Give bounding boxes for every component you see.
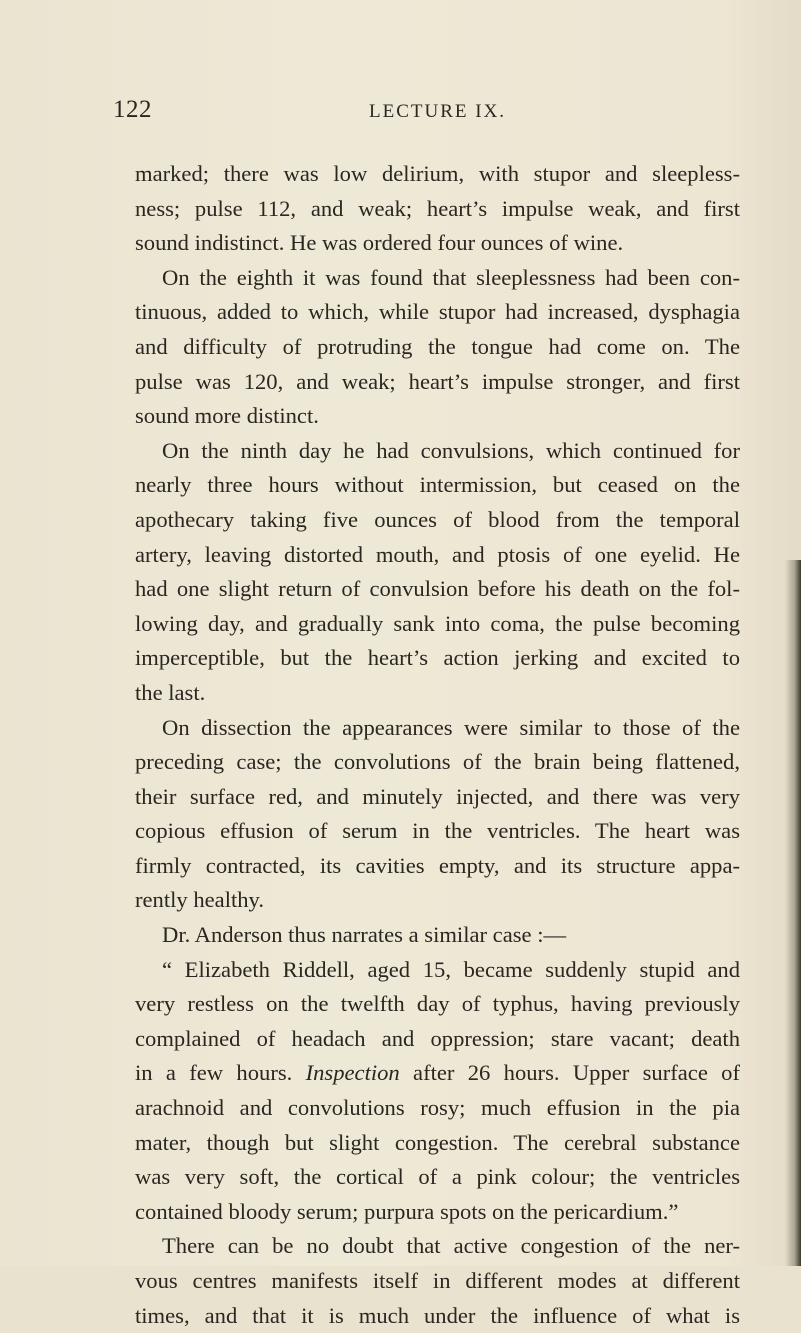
text-line: tinuous, added to which, while stupor had increased, dysphagia: [135, 299, 740, 325]
text-line: mater, though but slight congestion. The cerebral substance: [135, 1129, 740, 1155]
text-line: and difficulty of protruding the tongue had come on. The: [135, 333, 740, 359]
text-line: vous centres manifests itself in different modes at different: [135, 1268, 740, 1293]
text-line: preceding case; the convolutions of the brain being flattened,: [135, 749, 740, 775]
text-segment: after 26 hours. Upper surface of: [399, 1060, 740, 1086]
page-header: [113, 96, 753, 130]
text-segment: in a few hours.: [135, 1060, 306, 1086]
text-line: rently healthy.: [135, 887, 265, 913]
text-line: the last.: [135, 679, 206, 705]
text-line: ness; pulse 112, and weak; heart’s impulse weak, and first: [135, 195, 740, 221]
text-line: imperceptible, but the heart’s action jerking and excited to: [135, 645, 740, 671]
italic-term: Inspection: [305, 1060, 400, 1086]
text-line: very restless on the twelfth day of typhus, having previously: [135, 991, 740, 1017]
text-line: On the eighth it was found that sleeplessness had been con-: [162, 264, 740, 290]
text-line: artery, leaving distorted mouth, and ptosis of one eyelid. He: [135, 541, 740, 567]
text-line: On dissection the appearances were similar to those of the: [162, 714, 740, 740]
text-line: lowing day, and gradually sank into coma, the pulse becoming: [135, 610, 740, 636]
text-line: “ Elizabeth Riddell, aged 15, became suddenly stupid and: [162, 956, 740, 982]
text-line: their surface red, and minutely injected, and there was very: [135, 783, 740, 809]
text-line: times, and that it is much under the influence of what is: [135, 1302, 740, 1328]
page-number: 122: [113, 96, 152, 123]
text-line: sound indistinct. He was ordered four ounces of wine.: [135, 230, 624, 256]
text-line: Dr. Anderson thus narrates a similar case :—: [162, 922, 567, 948]
text-line: pulse was 120, and weak; heart’s impulse stronger, and first: [135, 368, 740, 394]
text-line: nearly three hours without intermission, but ceased on the: [135, 472, 740, 498]
text-line: arachnoid and convolutions rosy; much effusion in the pia: [135, 1095, 740, 1121]
body-text: [135, 157, 740, 1333]
text-line: contained bloody serum; purpura spots on the pericardium.”: [135, 1198, 679, 1224]
page-edge-shadow: [785, 560, 801, 1266]
text-line: apothecary taking five ounces of blood from the temporal: [135, 506, 740, 532]
running-head: LECTURE IX.: [369, 101, 507, 122]
text-line: had one slight return of convulsion before his death on the fol-: [135, 576, 740, 602]
text-line: [135, 1056, 740, 1091]
text-line: copious effusion of serum in the ventricles. The heart was: [135, 818, 740, 844]
text-line: There can be no doubt that active congestion of the ner-: [162, 1233, 740, 1259]
text-line: complained of headach and oppression; stare vacant; death: [135, 1025, 740, 1051]
text-line: marked; there was low delirium, with stupor and sleepless-: [135, 161, 740, 186]
text-line: was very soft, the cortical of a pink colour; the ventricles: [135, 1164, 740, 1190]
text-line: On the ninth day he had convulsions, which continued for: [162, 437, 740, 463]
text-line: firmly contracted, its cavities empty, and its structure appa-: [135, 852, 740, 878]
text-line: sound more distinct.: [135, 403, 319, 429]
